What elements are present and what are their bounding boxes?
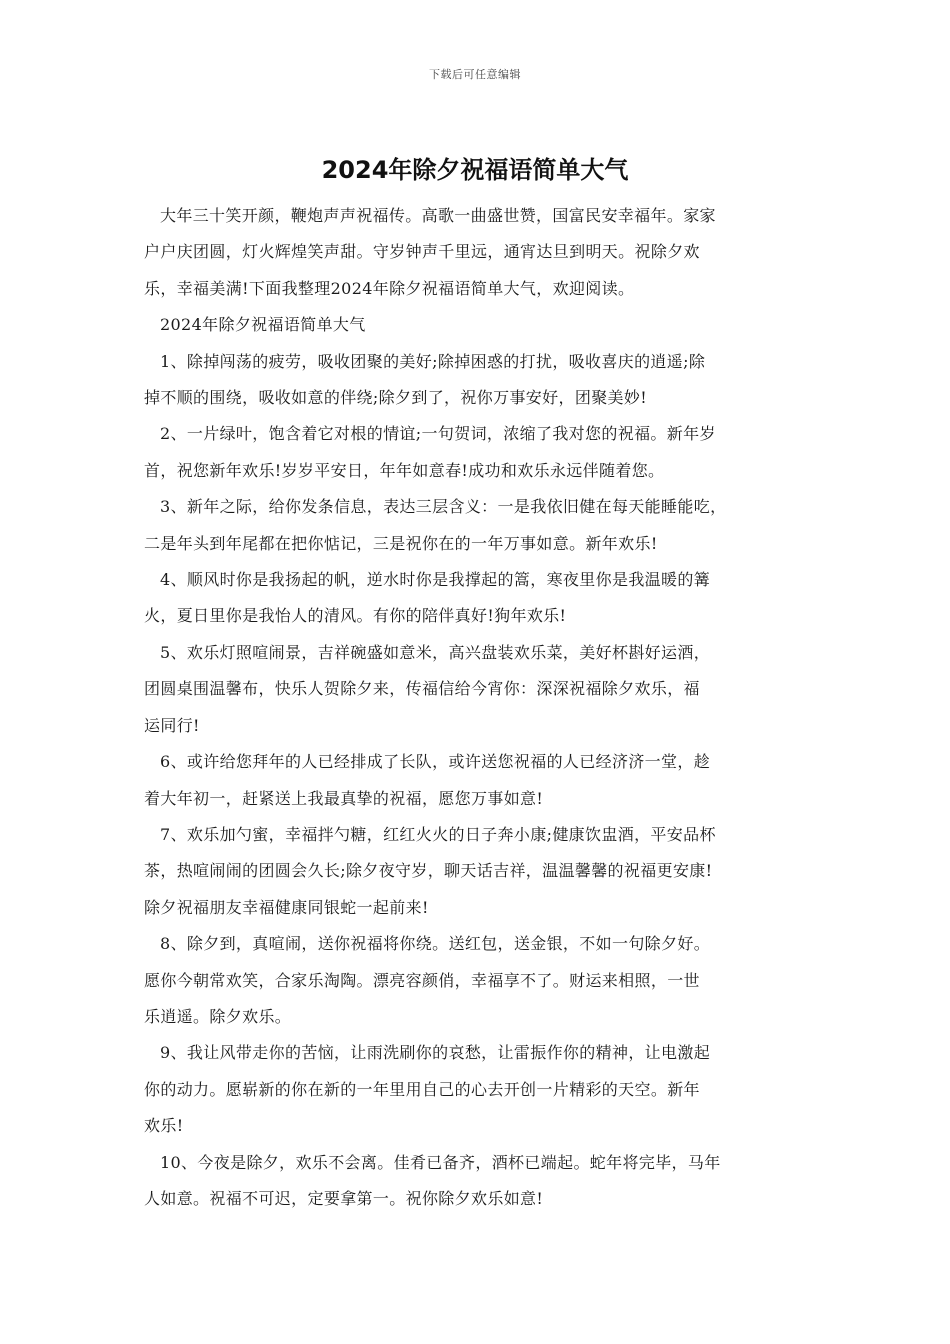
paragraph-line: 7、欢乐加勺蜜，幸福拌勺糖，红红火火的日子奔小康;健康饮盅酒，平安品杯	[160, 824, 716, 844]
paragraph-line: 茶，热喧闹闹的团圆会久长;除夕夜守岁，聊天话吉祥，温温馨馨的祝福更安康!	[144, 861, 713, 881]
document-title: 2024年除夕祝福语简单大气	[321, 156, 629, 184]
paragraph-line: 欢乐!	[144, 1116, 184, 1136]
paragraph-line: 2、一片绿叶，饱含着它对根的情谊;一句贺词，浓缩了我对您的祝福。新年岁	[160, 424, 716, 444]
paragraph-line: 户户庆团圆，灯火辉煌笑声甜。守岁钟声千里远，通宵达旦到明天。祝除夕欢	[144, 242, 700, 262]
paragraph	[144, 926, 812, 1035]
paragraph	[144, 416, 812, 489]
paragraph	[144, 1145, 812, 1218]
paragraph	[144, 344, 812, 417]
paragraph	[144, 198, 812, 307]
paragraph-line: 乐，幸福美满!下面我整理2024年除夕祝福语简单大气，欢迎阅读。	[144, 278, 635, 298]
paragraph	[144, 489, 812, 562]
paragraph-line: 团圆桌围温馨布，快乐人贺除夕来，传福信给今宵你：深深祝福除夕欢乐，福	[144, 679, 700, 699]
paragraph-line: 5、欢乐灯照喧闹景，吉祥碗盛如意米，高兴盘装欢乐菜，美好杯斟好运酒，	[160, 642, 711, 662]
paragraph-line: 大年三十笑开颜，鞭炮声声祝福传。高歌一曲盛世赞，国富民安幸福年。家家	[160, 206, 716, 225]
paragraph-line: 二是年头到年尾都在把你惦记，三是祝你在的一年万事如意。新年欢乐!	[144, 533, 658, 553]
paragraph	[144, 817, 812, 926]
paragraph-line: 乐逍遥。除夕欢乐。	[144, 1006, 292, 1026]
paragraph-line: 8、除夕到，真喧闹，送你祝福将你绕。送红包，送金银，不如一句除夕好。	[160, 934, 711, 954]
paragraph-line: 10、今夜是除夕，欢乐不会离。佳肴已备齐，酒杯已端起。蛇年将完毕，马年	[160, 1152, 721, 1172]
paragraph-line: 首，祝您新年欢乐!岁岁平安日，年年如意春!成功和欢乐永远伴随着您。	[144, 460, 665, 480]
paragraph-line: 人如意。祝福不可迟，定要拿第一。祝你除夕欢乐如意!	[144, 1188, 544, 1208]
paragraph-line: 除夕祝福朋友幸福健康同银蛇一起前来!	[144, 897, 429, 917]
paragraph-line: 着大年初一，赶紧送上我最真挚的祝福，愿您万事如意!	[144, 788, 544, 808]
paragraph-line: 2024年除夕祝福语简单大气	[160, 315, 366, 335]
paragraph	[144, 635, 812, 744]
paragraph-line: 你的动力。愿崭新的你在新的一年里用自己的心去开创一片精彩的天空。新年	[144, 1079, 700, 1099]
header-note: 下载后可任意编辑	[429, 68, 521, 81]
paragraph-line: 愿你今朝常欢笑，合家乐淘陶。漂亮容颜俏，幸福享不了。财运来相照，一世	[144, 970, 700, 990]
paragraph-line: 运同行!	[144, 715, 200, 735]
paragraph-line: 掉不顺的围绕，吸收如意的伴绕;除夕到了，祝你万事安好，团聚美妙!	[144, 388, 648, 408]
paragraph	[144, 562, 812, 635]
document-body	[144, 198, 812, 1217]
paragraph-line: 4、顺风时你是我扬起的帆，逆水时你是我撑起的篙，寒夜里你是我温暖的篝	[160, 570, 711, 590]
paragraph	[144, 744, 812, 817]
paragraph-line: 3、新年之际，给你发条信息，表达三层含义：一是我依旧健在每天能睡能吃，	[160, 497, 727, 517]
paragraph-line: 1、除掉闯荡的疲劳，吸收团聚的美好;除掉困惑的打扰，吸收喜庆的逍遥;除	[160, 351, 706, 371]
paragraph-line: 火，夏日里你是我怡人的清风。有你的陪伴真好!狗年欢乐!	[144, 606, 567, 626]
paragraph-line: 9、我让风带走你的苦恼，让雨洗刷你的哀愁，让雷振作你的精神，让电激起	[160, 1043, 711, 1063]
paragraph	[144, 307, 812, 343]
paragraph-line: 6、或许给您拜年的人已经排成了长队，或许送您祝福的人已经济济一堂，趁	[160, 752, 711, 772]
paragraph	[144, 1035, 812, 1144]
